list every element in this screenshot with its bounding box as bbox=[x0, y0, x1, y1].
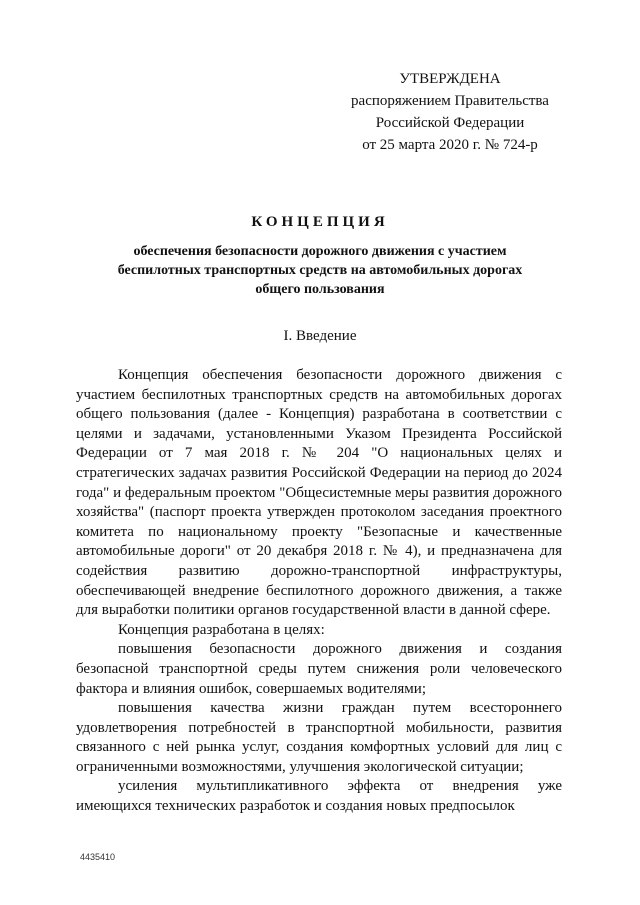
approval-block bbox=[330, 68, 570, 156]
document-subtitle: обеспечения безопасности дорожного движения с участием беспилотных транспортных средств на автомобильных дорогах общего пользования bbox=[117, 244, 523, 297]
approval-date-number: от 25 марта 2020 г. № 724-р bbox=[362, 137, 538, 153]
paragraph-intro: Концепция обеспечения безопасности дорожного движения с участием беспилотных транспортных средств на автомобильных дорогах общего пользования (далее - Концепция) разработана в соответствии с целями и задачами, установленными Указом Президента Российской Федерации от 7 мая 2018 г. № 204 "О национальных целях и стратегических задачах развития Российской Федерации на период до 2024 года" и федеральным проектом "Общесистемные меры развития дорожного хозяйства" (паспорт проекта утвержден протоколом заседания проектного комитета по национальному проекту "Безопасные и качественные автомобильные дороги" от 20 декабря 2018 г. № 4), и предназначена для содействия развитию дорожно-транспортной инфраструктуры, обеспечивающей внедрение беспилотного дорожного движения, а также для выработки политики органов государственной власти в данной сфере. bbox=[76, 367, 562, 619]
paragraph-goal-multiplier: усиления мультипликативного эффекта от внедрения уже имеющихся технических разработок и создания новых предпосылок bbox=[76, 778, 562, 815]
document-id: 4435410 bbox=[80, 852, 116, 862]
approval-country: Российской Федерации bbox=[375, 115, 525, 131]
paragraph-goals-lead: Концепция разработана в целях: bbox=[118, 621, 325, 638]
paragraph-goal-quality: повышения качества жизни граждан путем всестороннего удовлетворения потребностей в транспортной мобильности, развития связанного с ней рынка услуг, создания комфортных условий для лиц с ограниченными возможностями, улучшения экологической ситуации; bbox=[76, 700, 562, 775]
document-body bbox=[76, 366, 562, 817]
paragraph-goal-safety: повышения безопасности дорожного движения и создания безопасной транспортной среды путем снижения роли человеческого фактора и влияния ошибок, совершаемых водителями; bbox=[76, 641, 562, 697]
section-heading: I. Введение bbox=[283, 328, 357, 344]
approval-title: УТВЕРЖДЕНА bbox=[399, 71, 501, 87]
document-title: КОНЦЕПЦИЯ bbox=[251, 214, 389, 230]
approval-authority: распоряжением Правительства bbox=[351, 93, 549, 109]
